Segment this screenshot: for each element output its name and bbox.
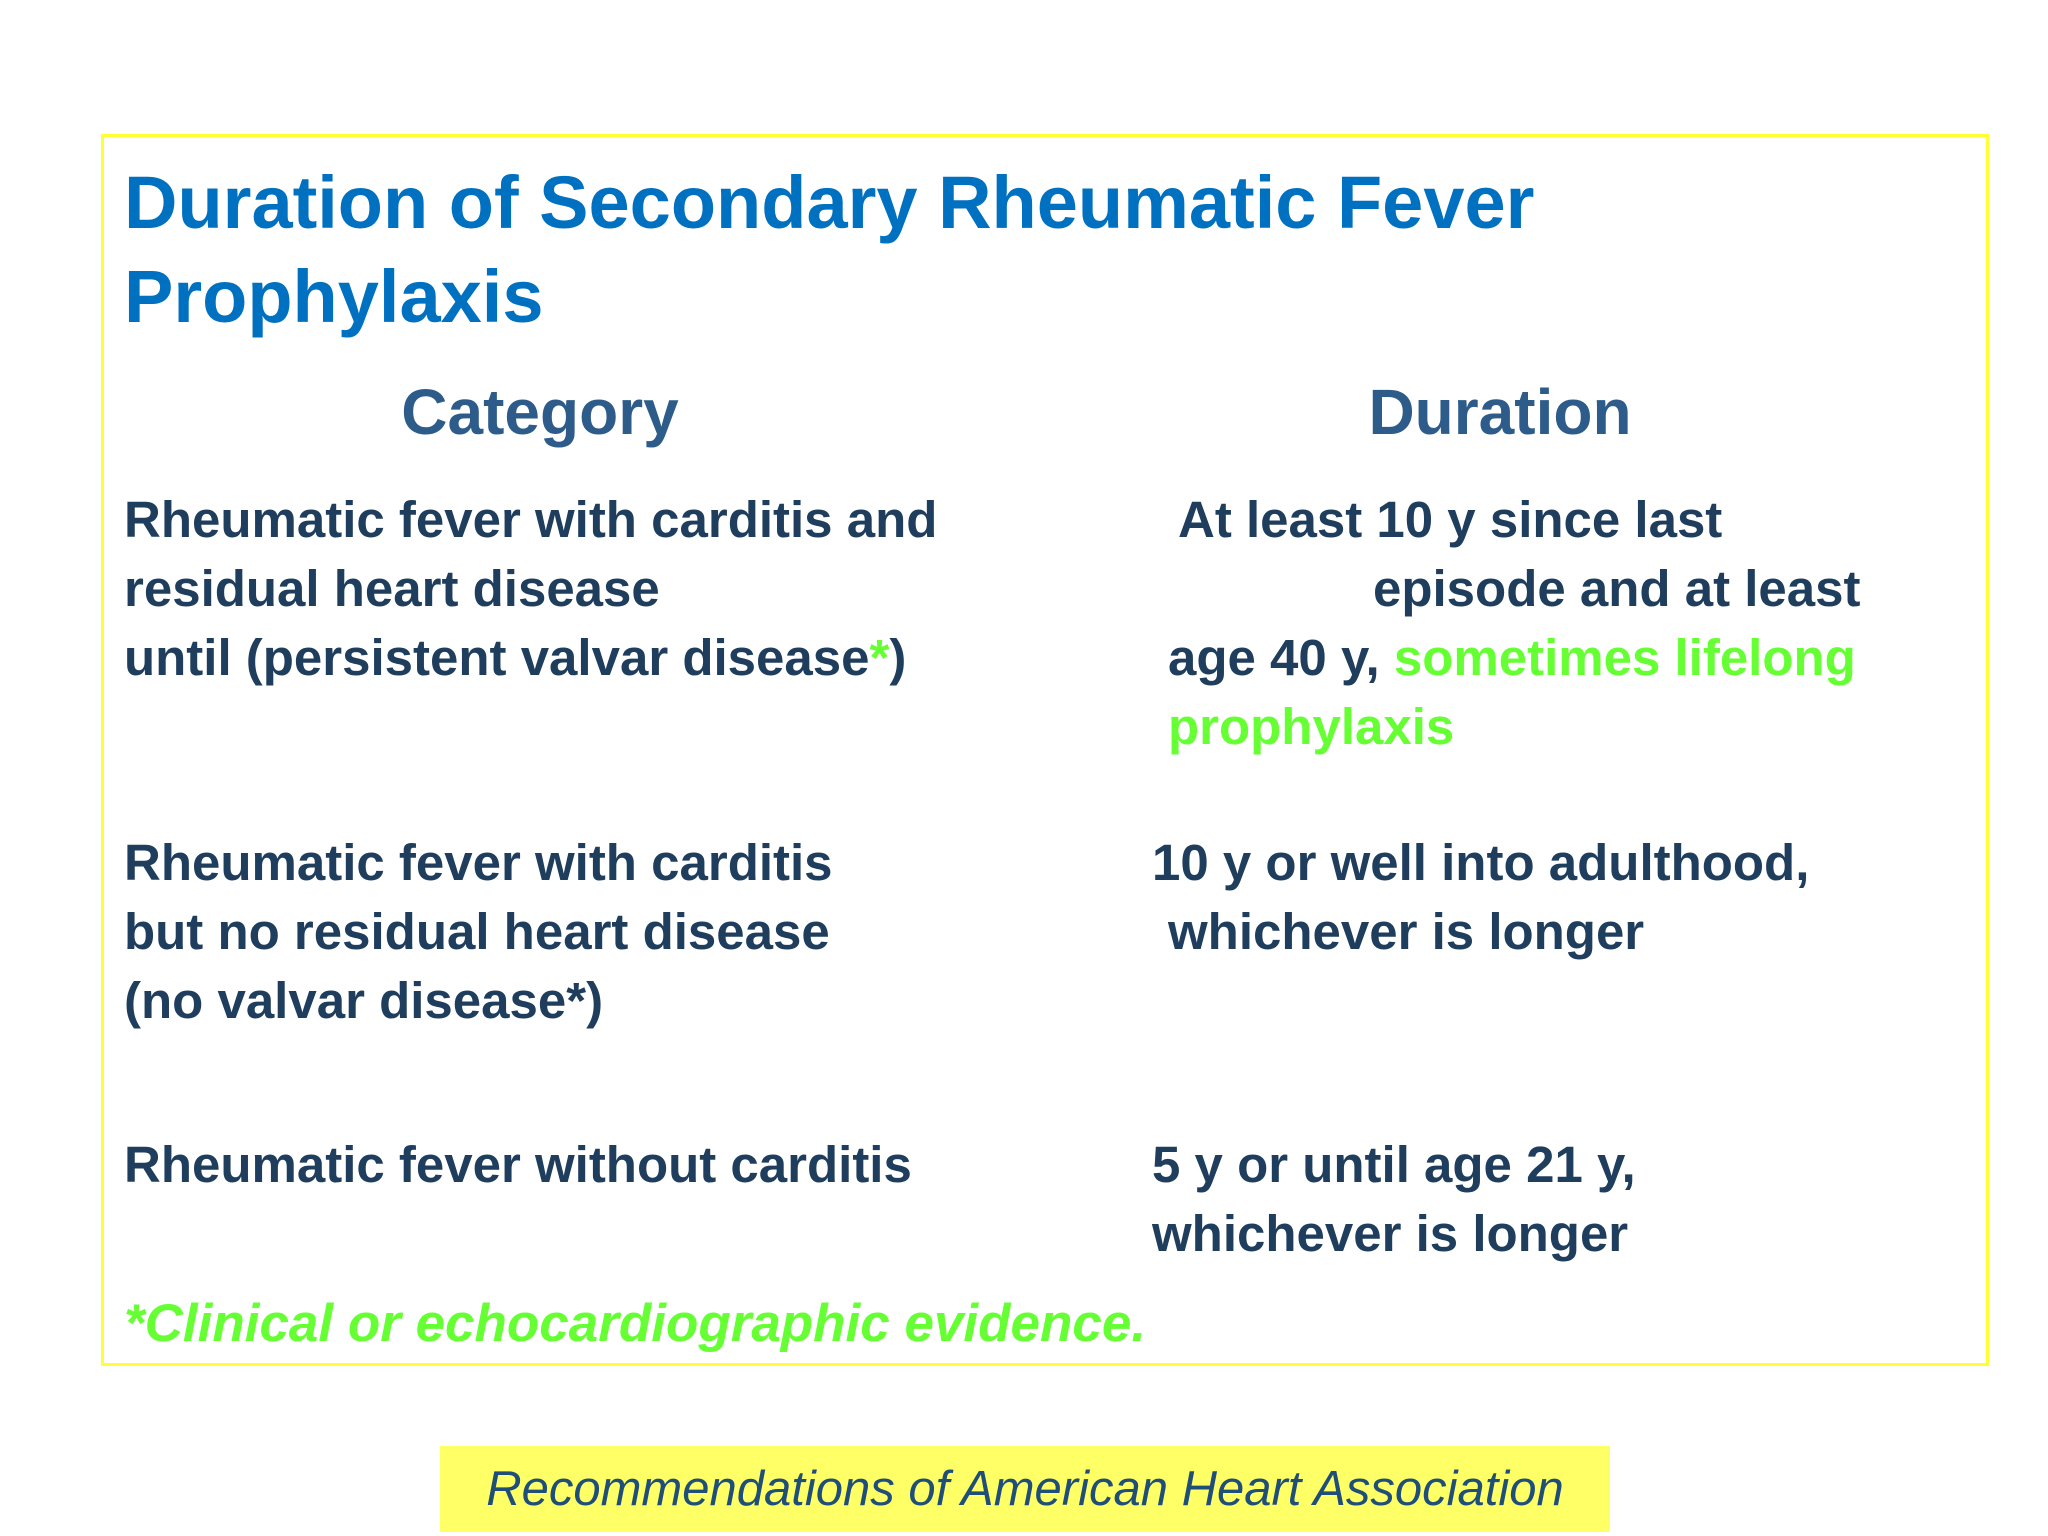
row-2-duration-line-2: whichever is longer bbox=[1168, 903, 1645, 960]
row-1-duration-line-2: episode and at least bbox=[1373, 560, 1861, 617]
row-2-duration-line-1: 10 y or well into adulthood, bbox=[1152, 834, 1810, 891]
footnote-asterisk: * bbox=[869, 629, 890, 686]
row-1-duration bbox=[1168, 485, 1861, 761]
row-2-duration bbox=[1152, 828, 1809, 966]
row-3-category bbox=[124, 1130, 912, 1199]
row-1-category bbox=[124, 485, 937, 692]
duration-header: Duration bbox=[1368, 376, 1632, 448]
category-header: Category bbox=[401, 376, 679, 448]
source-banner bbox=[440, 1446, 1610, 1532]
lifelong-highlight: sometimes lifelong bbox=[1393, 629, 1856, 686]
row-1-duration-line-1: At least 10 y since last bbox=[1178, 491, 1723, 548]
slide-title: Duration of Secondary Rheumatic Fever Prophylaxis bbox=[124, 161, 1535, 338]
row-1-category-line-3-close: ) bbox=[889, 629, 907, 686]
row-2-category bbox=[124, 828, 833, 1035]
row-3-category-line-1: Rheumatic fever without carditis bbox=[124, 1136, 912, 1193]
row-3-duration-line-2: whichever is longer bbox=[1152, 1205, 1629, 1262]
row-1-category-line-1: Rheumatic fever with carditis and bbox=[124, 491, 938, 548]
row-1-duration-line-4: prophylaxis bbox=[1168, 698, 1455, 755]
row-2-category-line-2: but no residual heart disease bbox=[124, 903, 830, 960]
row-1-category-line-3-text: until (persistent valvar disease bbox=[124, 629, 870, 686]
row-2-category-line-1: Rheumatic fever with carditis bbox=[124, 834, 833, 891]
row-1-duration-line-3 bbox=[1168, 623, 1861, 692]
row-2-category-line-3: (no valvar disease*) bbox=[124, 972, 604, 1029]
source-text: Recommendations of American Heart Association bbox=[486, 1462, 1564, 1516]
row-1-category-line-2: residual heart disease bbox=[124, 560, 660, 617]
row-1-duration-line-3-text: age 40 y, bbox=[1168, 629, 1394, 686]
footnote: *Clinical or echocardiographic evidence. bbox=[124, 1294, 1147, 1353]
row-1-category-line-3 bbox=[124, 623, 937, 692]
row-3-duration bbox=[1152, 1130, 1636, 1268]
row-3-duration-line-1: 5 y or until age 21 y, bbox=[1152, 1136, 1636, 1193]
